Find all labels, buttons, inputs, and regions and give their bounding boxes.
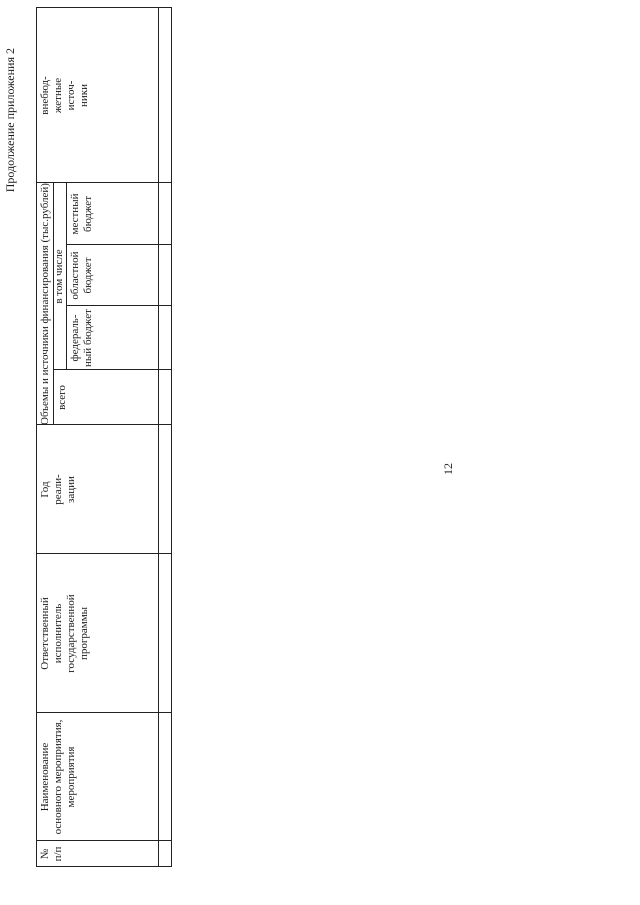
program-table [36,7,619,867]
page-number: 12 [441,463,455,475]
header-regional: областной бюджет [69,251,94,300]
rule-header-bottom [158,7,159,867]
rule-numbers-bottom [171,7,172,867]
header-incl: в том числе [53,249,65,304]
header-local: местный бюджет [69,193,94,235]
header-name: Наименование основного мероприятия, мероприятия [39,719,77,835]
continuation-label: Продолжение приложения 2 [3,48,17,193]
rule-incl-sub [66,183,67,370]
header-year: Год реали- зации [39,474,77,505]
header-executor: Ответственный исполнитель государственной программы [39,594,90,673]
header-funding: Объемы и источники финансирования (тыс.рублей) [39,183,51,425]
header-offbudget: внебюд- жетные источ- ники [39,76,90,115]
rule-top [36,7,37,867]
header-federal: федераль- ный бюджет [69,309,94,367]
header-total: всего [56,385,68,410]
header-num: № п/п [39,846,64,862]
